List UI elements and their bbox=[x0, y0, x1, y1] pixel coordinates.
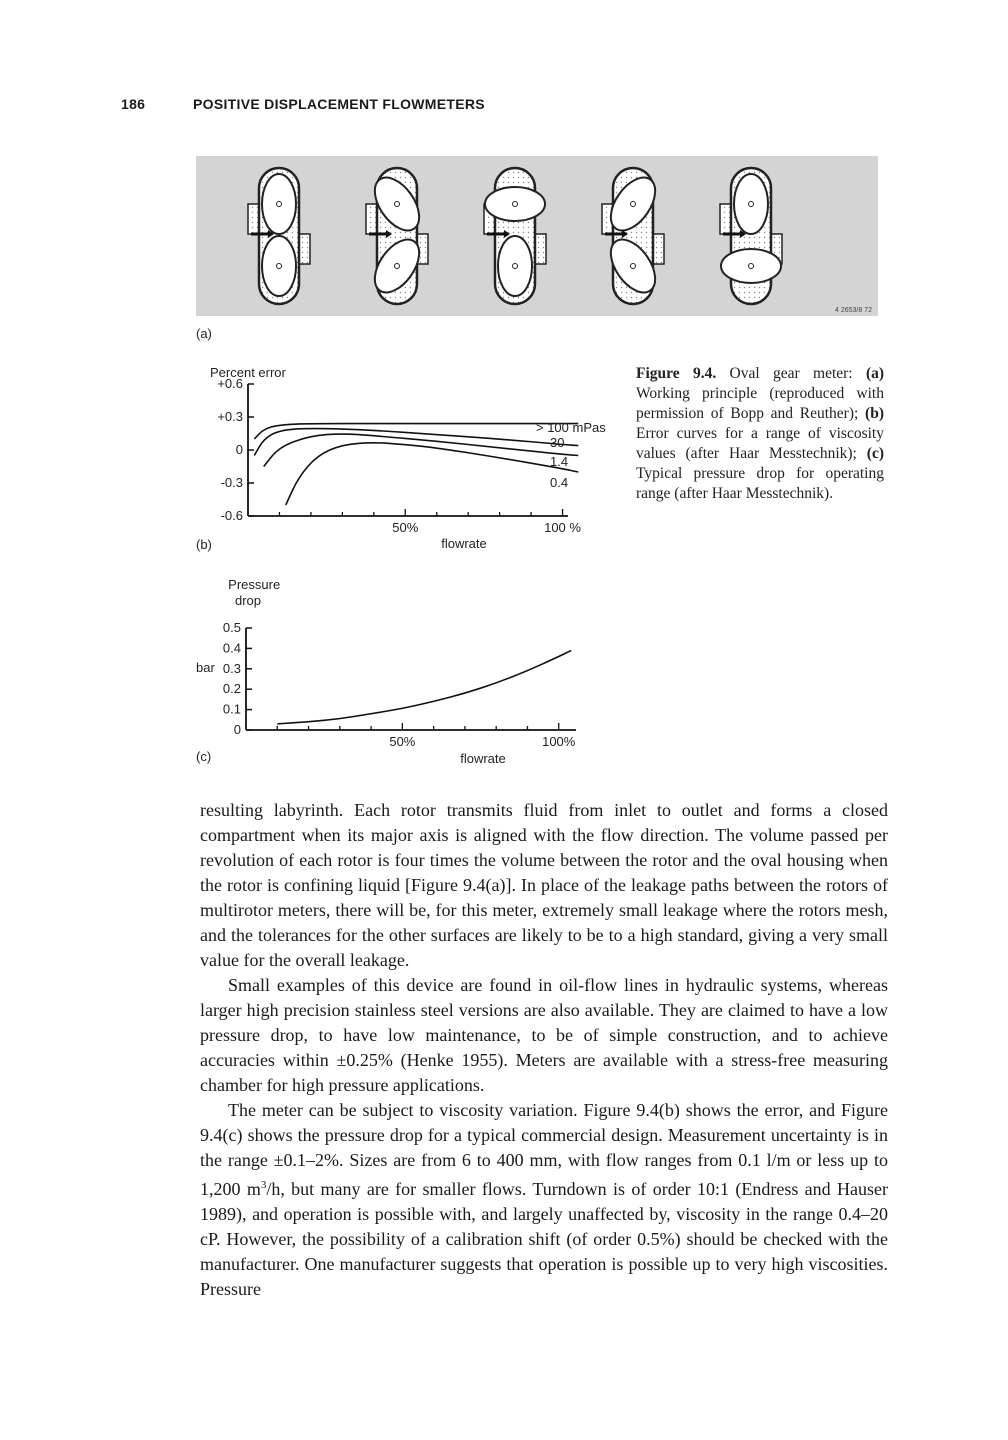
x-tick-label: 50% bbox=[389, 734, 416, 749]
series-label-2: 30 bbox=[550, 435, 565, 450]
series-label-3: 1.4 bbox=[550, 454, 569, 469]
paragraph-3-part-2: /h, but many are for smaller flows. Turndown is of order 10:1 (Endress and Hauser 1989), and operation is possible with, and largely unaffected by, viscosity in the range 0.4–20 cP. However, the possibility of a calibration shift (of order 0.5%) should be checked with the manufacturer. One manufacturer suggests that operation is possible up to very high viscosities. Pressure bbox=[200, 1179, 888, 1299]
chart-b-plot bbox=[217, 376, 606, 535]
caption-text-2: Working principle (reproduced with permission of Bopp and Reuther); bbox=[636, 385, 884, 422]
running-title: POSITIVE DISPLACEMENT FLOWMETERS bbox=[193, 96, 485, 112]
image-code: 4 2653/8 72 bbox=[835, 307, 872, 314]
body-text bbox=[200, 798, 888, 1302]
series-line-1 bbox=[277, 650, 571, 723]
panel-b-label: (b) bbox=[196, 537, 212, 552]
pressure-drop-chart bbox=[190, 574, 630, 774]
caption-ref-a: (a) bbox=[865, 365, 885, 382]
y-tick-label: 0 bbox=[235, 442, 243, 457]
chart-c-ylabel bbox=[228, 577, 284, 608]
superscript-3: 3 bbox=[260, 1179, 267, 1191]
caption-ref-c: (c) bbox=[866, 445, 884, 462]
panel-c-label: (c) bbox=[196, 749, 212, 764]
error-curve-chart bbox=[190, 360, 630, 560]
caption-text-3: Error curves for a range of viscosity values (after Haar Messtechnik); bbox=[636, 425, 884, 462]
oval-gear-illustration bbox=[196, 156, 878, 316]
y-tick-label: 0.3 bbox=[222, 660, 241, 676]
caption-text-1: Oval gear meter: bbox=[716, 365, 866, 382]
y-tick-label: 0.4 bbox=[222, 640, 241, 656]
x-tick-label: 100 % bbox=[544, 520, 581, 535]
series-line-3 bbox=[264, 434, 579, 466]
series-label-1: > 100 mPas bbox=[536, 420, 606, 435]
y-tick-label: -0.6 bbox=[220, 508, 243, 523]
y-tick-label: +0.3 bbox=[217, 409, 243, 424]
paragraph-1: resulting labyrinth. Each rotor transmits fluid from inlet to outlet and forms a closed compartment when its major axis is aligned with the flow direction. The volume passed per revolution of each rotor is four times the volume between the rotor and the oval housing when the rotor is confining liquid [Figure 9.4(a)]. In place of the leakage paths between the rotors of multirotor meters, there will be, for this meter, extremely small leakage where the rotors mesh, and the tolerances for the other surfaces are likely to be to a high standard, giving a very small value for the overall leakage. bbox=[200, 800, 888, 970]
paragraph-3 bbox=[200, 1098, 888, 1302]
y-tick-label: 0.2 bbox=[222, 681, 241, 697]
y-tick-label: 0.5 bbox=[222, 620, 241, 635]
page-number: 186 bbox=[121, 96, 146, 112]
y-tick-label: 0 bbox=[233, 722, 241, 737]
chart-b-xlabel: flowrate bbox=[441, 536, 487, 551]
series-line-1 bbox=[254, 424, 578, 439]
running-header bbox=[121, 96, 485, 112]
chart-c-plot bbox=[223, 620, 576, 749]
panel-a-label: (a) bbox=[196, 326, 212, 341]
x-tick-label: 50% bbox=[392, 520, 419, 535]
caption-figure-number: Figure 9.4. bbox=[636, 365, 717, 382]
y-tick-label: 0.1 bbox=[222, 701, 241, 717]
chart-b-ylabel: Percent error bbox=[210, 365, 286, 380]
caption-text-4: Typical pressure drop for operating range (after Haar Messtechnik). bbox=[636, 465, 884, 502]
y-tick-label: +0.6 bbox=[217, 376, 243, 391]
figure-caption bbox=[636, 364, 884, 504]
paragraph-2: Small examples of this device are found in oil-flow lines in hydraulic systems, whereas larger high precision stainless steel versions are also available. They are claimed to have a low pressure drop, to have low maintenance, to be of simple construction, and to achieve accuracies within ±0.25% (Henke 1955). Meters are available with a stress-free measuring chamber for high pressure applications. bbox=[200, 975, 888, 1095]
chart-c-ylabel-line2: drop bbox=[234, 593, 262, 608]
y-tick-label: -0.3 bbox=[220, 475, 243, 490]
x-tick-label: 100% bbox=[542, 734, 576, 749]
chart-c-unit: bar bbox=[196, 660, 215, 675]
caption-ref-b: (b) bbox=[865, 405, 884, 422]
chart-c-xlabel: flowrate bbox=[460, 751, 506, 766]
series-label-4: 0.4 bbox=[550, 475, 569, 490]
chart-c-ylabel-line1: Pressure bbox=[228, 577, 281, 592]
paragraph-3-part-1: The meter can be subject to viscosity variation. Figure 9.4(b) shows the error, and Figure 9.4(c) shows the pressure drop for a typical commercial design. Measurement uncertainty is in the range ±0.1–2%. Sizes are from 6 to 400 mm, with flow ranges from 0.1 l/m or less up to 1,200 m bbox=[200, 1100, 888, 1199]
